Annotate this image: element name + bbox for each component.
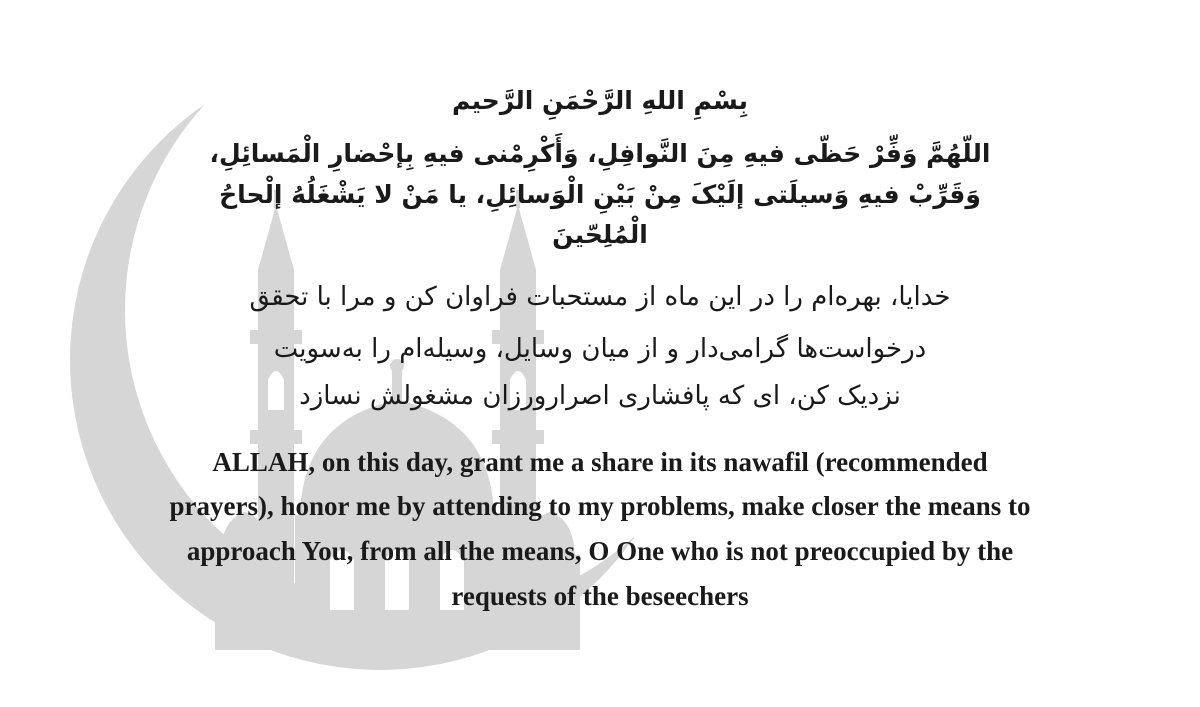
persian-translation-line-2: درخواست‌ها گرامی‌دار و از میان وسایل، وسیله‌ام را به‌سویت	[273, 334, 927, 364]
english-translation-line-2: prayers), honor me by attending to my problems, make closer the means to	[169, 491, 1031, 521]
persian-translation-line-3: نزدیک کن، ای که پافشاری اصرارورزان مشغولش نسازد	[299, 381, 901, 411]
english-translation-line-1: ALLAH, on this day, grant me a share in its nawafil (recommended	[212, 447, 988, 477]
arabic-prayer-line-1: اللّهُمَّ وَفِّرْ حَظّی فیهِ مِنَ النَّوافِلِ، وَأَکْرِمْنی فیهِ بِإحْضارِ الْمَسائِلِ،	[209, 139, 991, 168]
english-translation-line-4: requests of the beseechers	[451, 581, 749, 611]
english-translation-line-3: approach You, from all the means, O One who is not preoccupied by the	[186, 536, 1014, 566]
bismillah-heading: بِسْمِ اللهِ الرَّحْمَنِ الرَّحیم	[452, 86, 748, 115]
arabic-prayer-line-2: وَقَرِّبْ فیهِ وَسیلَتی إلَیْکَ مِنْ بَیْنِ الْوَسائِلِ، یا مَنْ لا یَشْغَلُهُ إلْحاحُ	[219, 180, 981, 209]
persian-translation-line-1: خدایا، بهره‌ام را در این ماه از مستحبات فراوان کن و مرا با تحقق	[249, 282, 951, 312]
arabic-prayer-line-3: الْمُلِحّینَ	[552, 220, 648, 249]
